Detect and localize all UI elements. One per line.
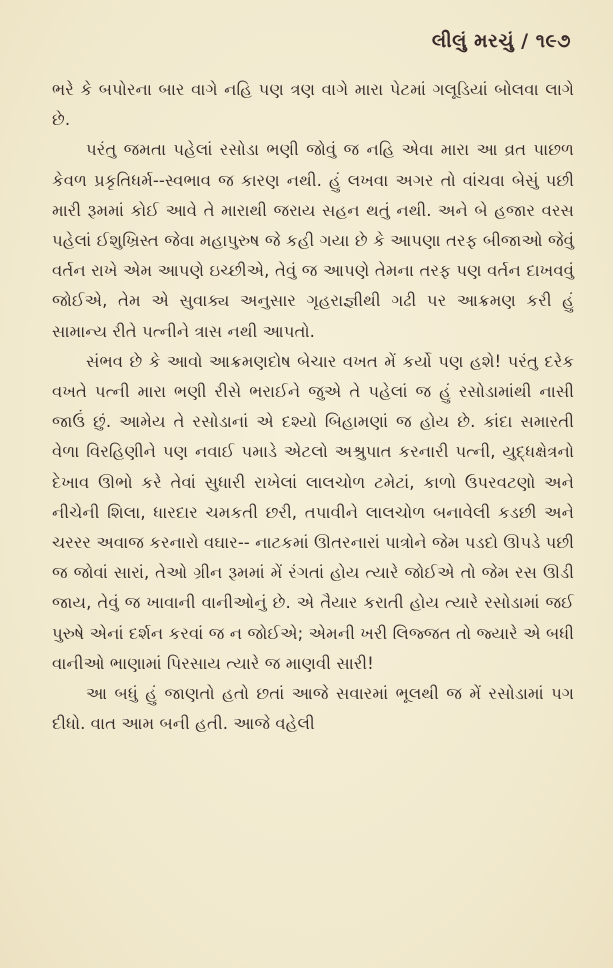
paragraph: સંભવ છે કે આવો આક્રમણદોષ બેચાર વખત મેં કર્યો પણ હશે! પરંતુ દરેક વખતે પત્ની મારા ભણી રીસે ભરાઈને જુએ તે પહેલાં જ હું રસોડામાંથી નાસી જાઉં છું. આમેય તે રસોડાનાં એ દશ્યો બિહામણાં જ હોય છે. કાંદા સમારતી વેળા વિરહિણીને પણ નવાઈ પમાડે એટલો અશ્રુપાત કરનારી પત્ની, યુદ્ધક્ષેત્રનો દેખાવ ઊભો કરે તેવાં સુધારી રાખેલાં લાલચોળ ટમેટાં, કાળો ઉપરવટણો અને નીચેની શિલા, ધારદાર ચમકતી છરી, તપાવીને લાલચોળ બનાવેલી કડછી અને ચરરર અવાજ કરનારો વઘાર-- નાટકમાં ઊતરનારાં પાત્રોને જેમ પડદો ઊપડે પછી જ જોવાં સારાં, તેઓ ગ્રીન રૂમમાં મેં રંગતાં હોય ત્યારે જોઈએ તો જેમ રસ ઊડી જાય, તેવું જ ખાવાની વાનીઓનું છે. એ તૈયાર કરાતી હોય ત્યારે રસોડામાં જઈ પુરુષે એનાં દર્શન કરવાં જ ન જોઈએ; એમની ખરી લિજ્જત તો જ્યારે એ બધી વાનીઓ ભાણામાં પિરસાય ત્યારે જ માણવી સારી! [52,351,574,673]
paragraph: આ બધું હું જાણતો હતો છતાં આજે સવારમાં ભૂલથી જ મેં રસોડામાં પગ દીધો. વાત આમ બની હતી. આજે વહેલી [52,684,574,734]
body-text [52,75,574,739]
paragraph: પરંતુ જમતા પહેલાં રસોડા ભણી જોવું જ નહિ એવા મારા આ વ્રત પાછળ કેવળ પ્રકૃતિધર્મ--સ્વભાવ જ કારણ નથી. હું લખવા અગર તો વાંચવા બેસું પછી મારી રૂમમાં કોઈ આવે તે મારાથી જરાય સહન થતું નથી. અને બે હજાર વરસ પહેલાં ઈશુખ્રિસ્ત જેવા મહાપુરુષ જે કહી ગયા છે કે આપણા તરફ બીજાઓ જેવું વર્તન રાખે એમ આપણે ઇચ્છીએ, તેવું જ આપણે તેમના તરફ પણ વર્તન દાખવવું જોઈએ, તેમ એ સુવાક્ય અનુસાર ગૃહરાજ્ઞીથી ગઢી પર આક્રમણ કરી હું સામાન્ય રીતે પત્નીને ત્રાસ નથી આપતો. [52,140,574,341]
running-head: લીલું મરચું / ૧૯૭ [431,30,571,52]
paragraph-continuation: ભરે કે બપોરના બાર વાગે નહિ પણ ત્રણ વાગે મારા પેટમાં ગલૂડિયાં બોલવા લાગે છે. [52,80,574,130]
